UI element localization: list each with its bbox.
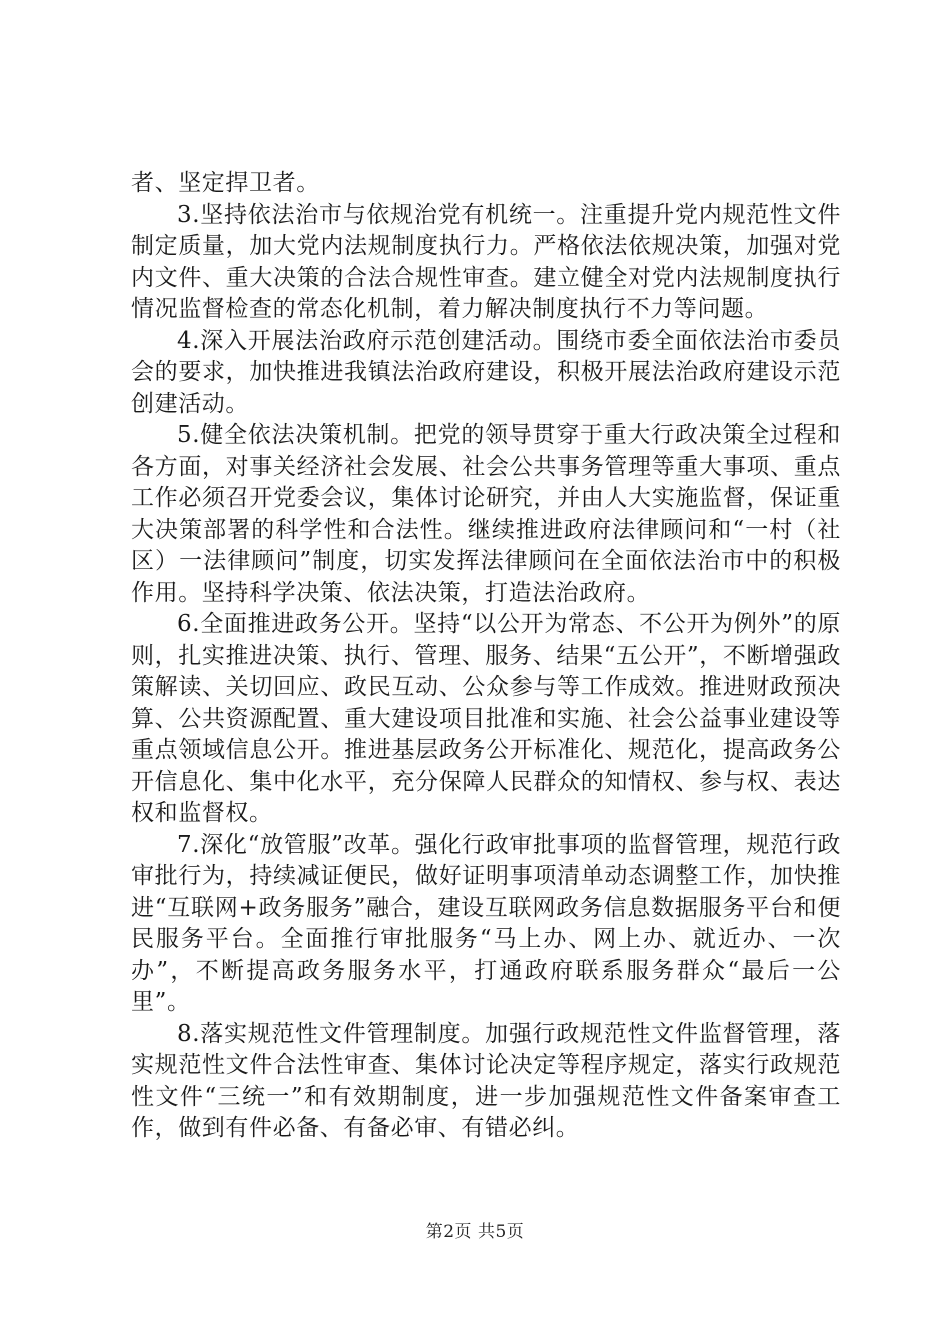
paragraph-item-8: 8.落实规范性文件管理制度。加强行政规范性文件监督管理，落实规范性文件合法性审查、集体讨论决定等程序规定，落实行政规范性文件“三统一”和有效期制度，进一步加强规范性文件备案审查工作，做到有件必备、有备必审、有错必纠。 [131, 1020, 841, 1141]
paragraph-continuation: 者、坚定捍卫者。 [131, 170, 320, 196]
paragraph-item-7: 7.深化“放管服”改革。强化行政审批事项的监督管理，规范行政审批行为，持续减证便民，做好证明事项清单动态调整工作，加快推进“互联网+政务服务”融合，建设互联网政务信息数据服务平台和便民服务平台。全面推行审批服务“马上办、网上办、就近办、一次办”，不断提高政务服务水平，打通政府联系服务群众“最后一公里”。 [131, 831, 841, 1015]
paragraph-item-5: 5.健全依法决策机制。把党的领导贯穿于重大行政决策全过程和各方面，对事关经济社会发展、社会公共事务管理等重大事项、重点工作必须召开党委会议，集体讨论研究，并由人大实施监督，保证重大决策部署的科学性和合法性。继续推进政府法律顾问和“一村（社区）一法律顾问”制度，切实发挥法律顾问在全面依法治市中的积极作用。坚持科学决策、依法决策，打造法治政府。 [131, 422, 841, 606]
paragraph-item-4: 4.深入开展法治政府示范创建活动。围绕市委全面依法治市委员会的要求，加快推进我镇法治政府建设，积极开展法治政府建设示范创建活动。 [131, 327, 841, 417]
paragraph-item-3: 3.坚持依法治市与依规治党有机统一。注重提升党内规范性文件制定质量，加大党内法规制度执行力。严格依法依规决策，加强对党内文件、重大决策的合法合规性审查。建立健全对党内法规制度执行情况监督检查的常态化机制，着力解决制度执行不力等问题。 [131, 201, 841, 322]
document-body [131, 168, 841, 1145]
paragraph-item-6: 6.全面推进政务公开。坚持“以公开为常态、不公开为例外”的原则，扎实推进决策、执行、管理、服务、结果“五公开”，不断增强政策解读、关切回应、政民互动、公众参与等工作成效。推进财政预决算、公共资源配置、重大建设项目批准和实施、社会公益事业建设等重点领域信息公开。推进基层政务公开标准化、规范化，提高政务公开信息化、集中化水平，充分保障人民群众的知情权、参与权、表达权和监督权。 [131, 611, 841, 826]
page-number-footer: 第2页 共5页 [425, 1222, 525, 1242]
